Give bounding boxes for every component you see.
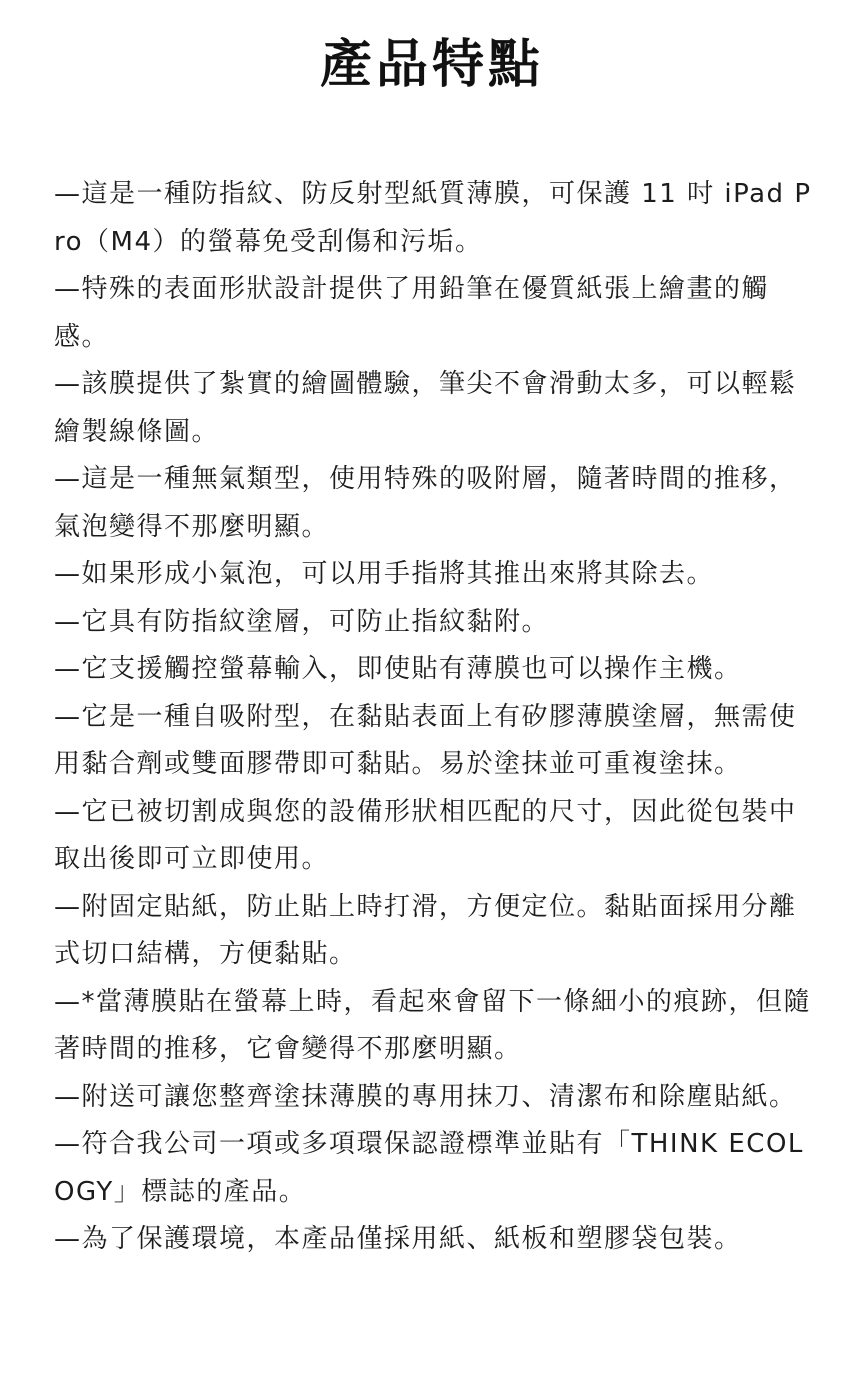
feature-item-11: —*當薄膜貼在螢幕上時，看起來會留下一條細小的痕跡，但隨著時間的推移，它會變得不那麼明顯。: [54, 986, 812, 1064]
feature-item-7: —它支援觸控螢幕輸入，即使貼有薄膜也可以操作主機。: [54, 654, 742, 684]
feature-item-5: —如果形成小氣泡，可以用手指將其推出來將其除去。: [54, 559, 715, 589]
feature-item-10: —附固定貼紙，防止貼上時打滑，方便定位。黏貼面採用分離式切口結構，方便黏貼。: [54, 891, 797, 969]
feature-item-2: —特殊的表面形狀設計提供了用鉛筆在優質紙張上繪畫的觸感。: [54, 274, 770, 352]
feature-item-4: —這是一種無氣類型，使用特殊的吸附層，隨著時間的推移，氣泡變得不那麼明顯。: [54, 464, 797, 542]
feature-item-14: —為了保護環境，本產品僅採用紙、紙板和塑膠袋包裝。: [54, 1224, 742, 1254]
feature-item-6: —它具有防指紋塗層，可防止指紋黏附。: [54, 606, 550, 637]
feature-list: [54, 171, 818, 1264]
feature-item-13: —符合我公司一項或多項環保認證標準並貼有「THINK ECOLOGY」標誌的產品。: [54, 1129, 804, 1207]
feature-item-12: —附送可讓您整齊塗抹薄膜的專用抹刀、清潔布和除塵貼紙。: [54, 1081, 797, 1112]
feature-item-1: —這是一種防指紋、防反射型紙質薄膜，可保護 11 吋 iPad Pro（M4）的螢幕免受刮傷和污垢。: [54, 179, 812, 257]
feature-item-3: —該膜提供了紮實的繪圖體驗，筆尖不會滑動太多，可以輕鬆繪製線條圖。: [54, 369, 797, 447]
feature-item-8: —它是一種自吸附型，在黏貼表面上有矽膠薄膜塗層，無需使用黏合劑或雙面膠帶即可黏貼。易於塗抹並可重複塗抹。: [54, 701, 797, 779]
feature-item-9: —它已被切割成與您的設備形狀相匹配的尺寸，因此從包裝中取出後即可立即使用。: [54, 796, 797, 874]
page-title: 產品特點: [319, 35, 544, 95]
